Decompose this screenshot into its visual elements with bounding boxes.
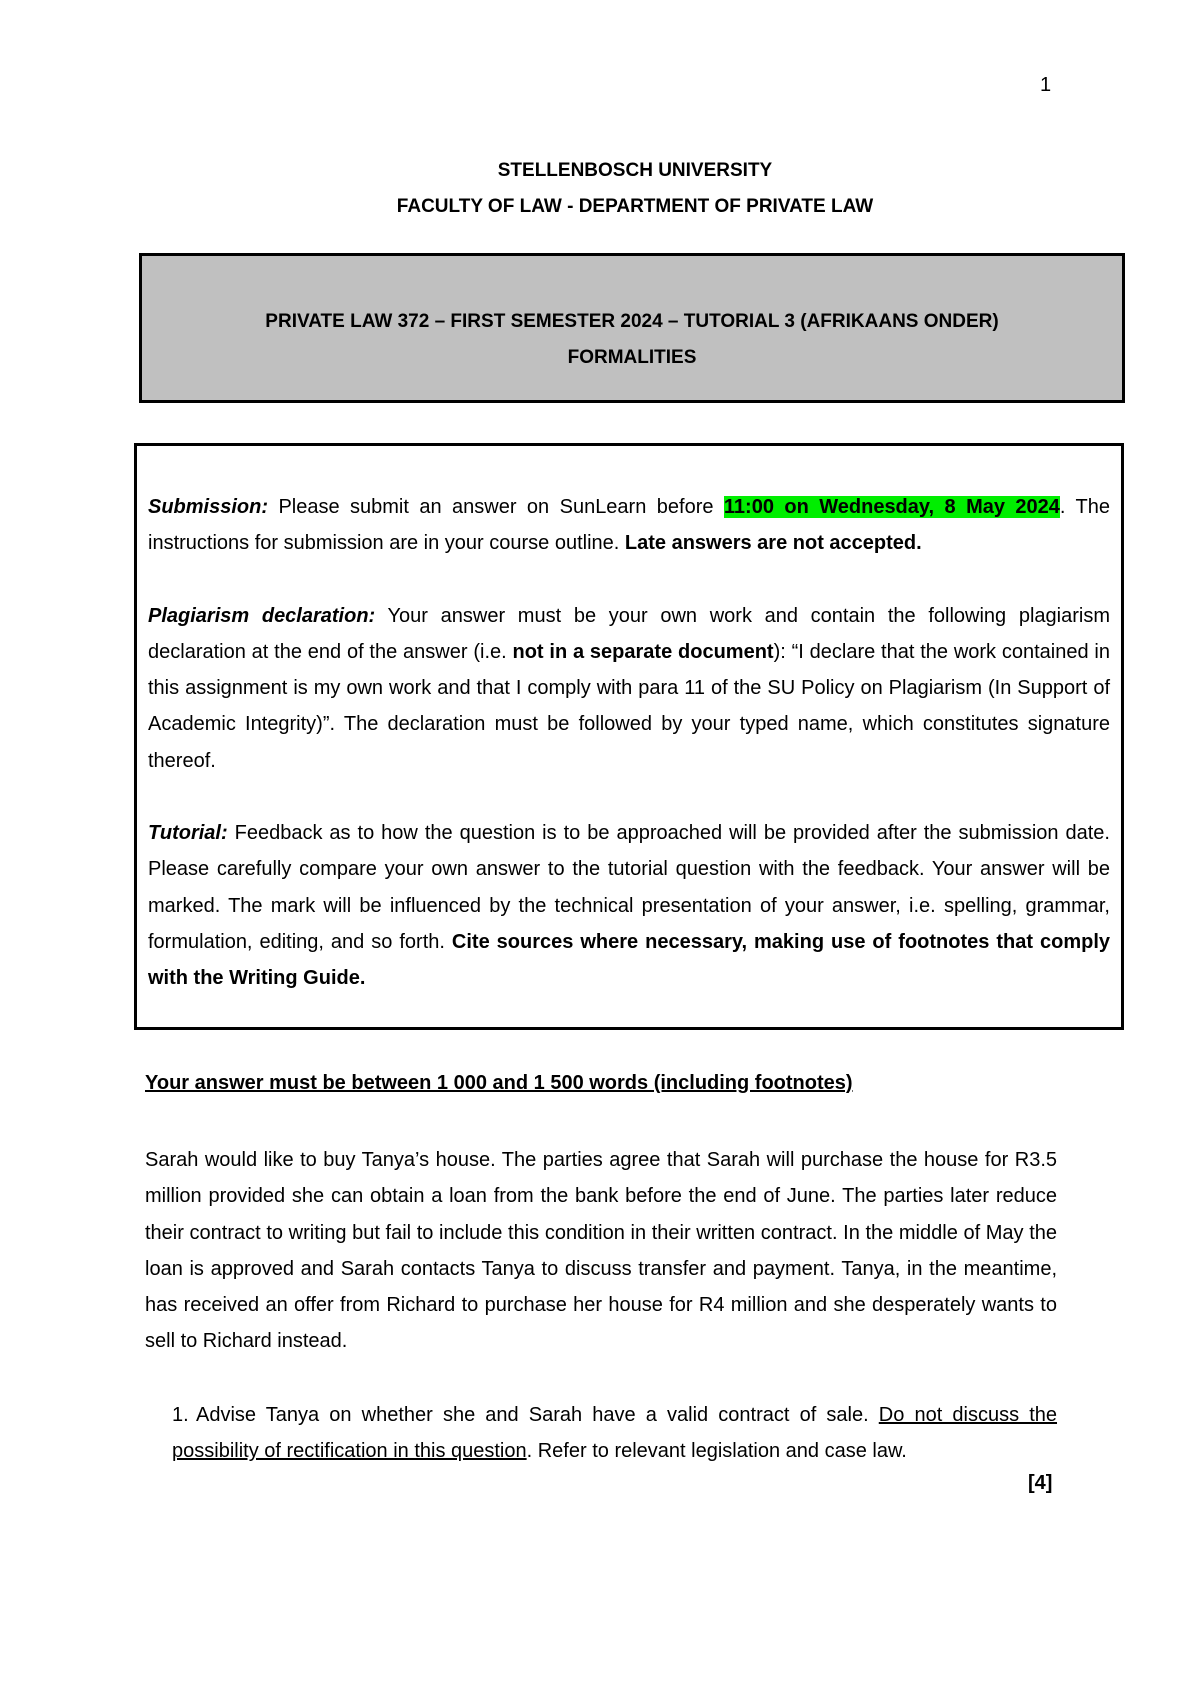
question-marks: [4] — [1028, 1472, 1053, 1494]
course-title: PRIVATE LAW 372 – FIRST SEMESTER 2024 – TUTORIAL 3 (AFRIKAANS ONDER) — [265, 311, 999, 332]
plagiarism-bold: not in a separate document — [512, 640, 774, 663]
submission-deadline: 11:00 on Wednesday, 8 May 2024 — [723, 496, 1060, 518]
tutorial-paragraph — [148, 815, 1110, 996]
plagiarism-text: Your answer must be your own work and contain the following plagiarism declaration at the end of the answer (i.e. — [148, 604, 1111, 663]
tutorial-label: Tutorial: — [148, 822, 228, 845]
course-title-box — [139, 253, 1125, 403]
plagiarism-label: Plagiarism declaration: — [148, 604, 376, 627]
page-number: 1 — [1040, 74, 1052, 96]
plagiarism-paragraph — [148, 598, 1110, 779]
document-header — [0, 153, 1200, 225]
tutorial-text: Feedback as to how the question is to be approached will be provided after the submission date. Please carefully compare your own answer to the tutorial question with the feedback. Your answer will be marked. The mark will be influenced by the technical presentation of your answer, i.e. spelling, grammar, formulation, editing, and so forth. — [148, 822, 1110, 953]
instructions-box — [134, 443, 1124, 1030]
plagiarism-text-2: ): “I declare that the work contained in this assignment is my own work and that I comply with para 11 of the SU Policy on Plagiarism (In Support of Academic Integrity)”. The declaration must be followed by your typed name, which constitutes signature thereof. — [148, 640, 1110, 772]
late-answers-note: Late answers are not accepted. — [624, 532, 922, 555]
question-1 — [172, 1397, 1057, 1470]
tutorial-bold: Cite sources where necessary, making use of footnotes that comply with the Writing Guide. — [148, 930, 1110, 990]
question-text-2: . Refer to relevant legislation and case law. — [526, 1440, 907, 1463]
scenario-paragraph: Sarah would like to buy Tanya’s house. The parties agree that Sarah will purchase the house for R3.5 million provided she can obtain a loan from the bank before the end of June. The parties later reduce their contract to writing but fail to include this condition in their written contract. In the middle of May the loan is approved and Sarah contacts Tanya to discuss transfer and payment. Tanya, in the meantime, has received an offer from Richard to purchase her house for R4 million and she desperately wants to sell to Richard instead. — [145, 1149, 1057, 1353]
submission-text: Please submit an answer on SunLearn before — [268, 496, 724, 518]
submission-paragraph — [148, 489, 1110, 562]
submission-label: Submission: — [148, 496, 269, 518]
topic-title: FORMALITIES — [567, 347, 697, 368]
university-name: STELLENBOSCH UNIVERSITY — [497, 160, 773, 181]
question-underlined: Do not discuss the possibility of rectification in this question — [172, 1404, 1058, 1463]
word-limit: Your answer must be between 1 000 and 1 500 words (including footnotes) — [145, 1072, 853, 1094]
submission-text-2: . The instructions for submission are in your course outline. — [148, 496, 1110, 555]
faculty-department: FACULTY OF LAW - DEPARTMENT OF PRIVATE LAW — [396, 196, 874, 217]
question-number: 1. — [172, 1404, 189, 1426]
question-text: Advise Tanya on whether she and Sarah have a valid contract of sale. — [196, 1404, 879, 1426]
